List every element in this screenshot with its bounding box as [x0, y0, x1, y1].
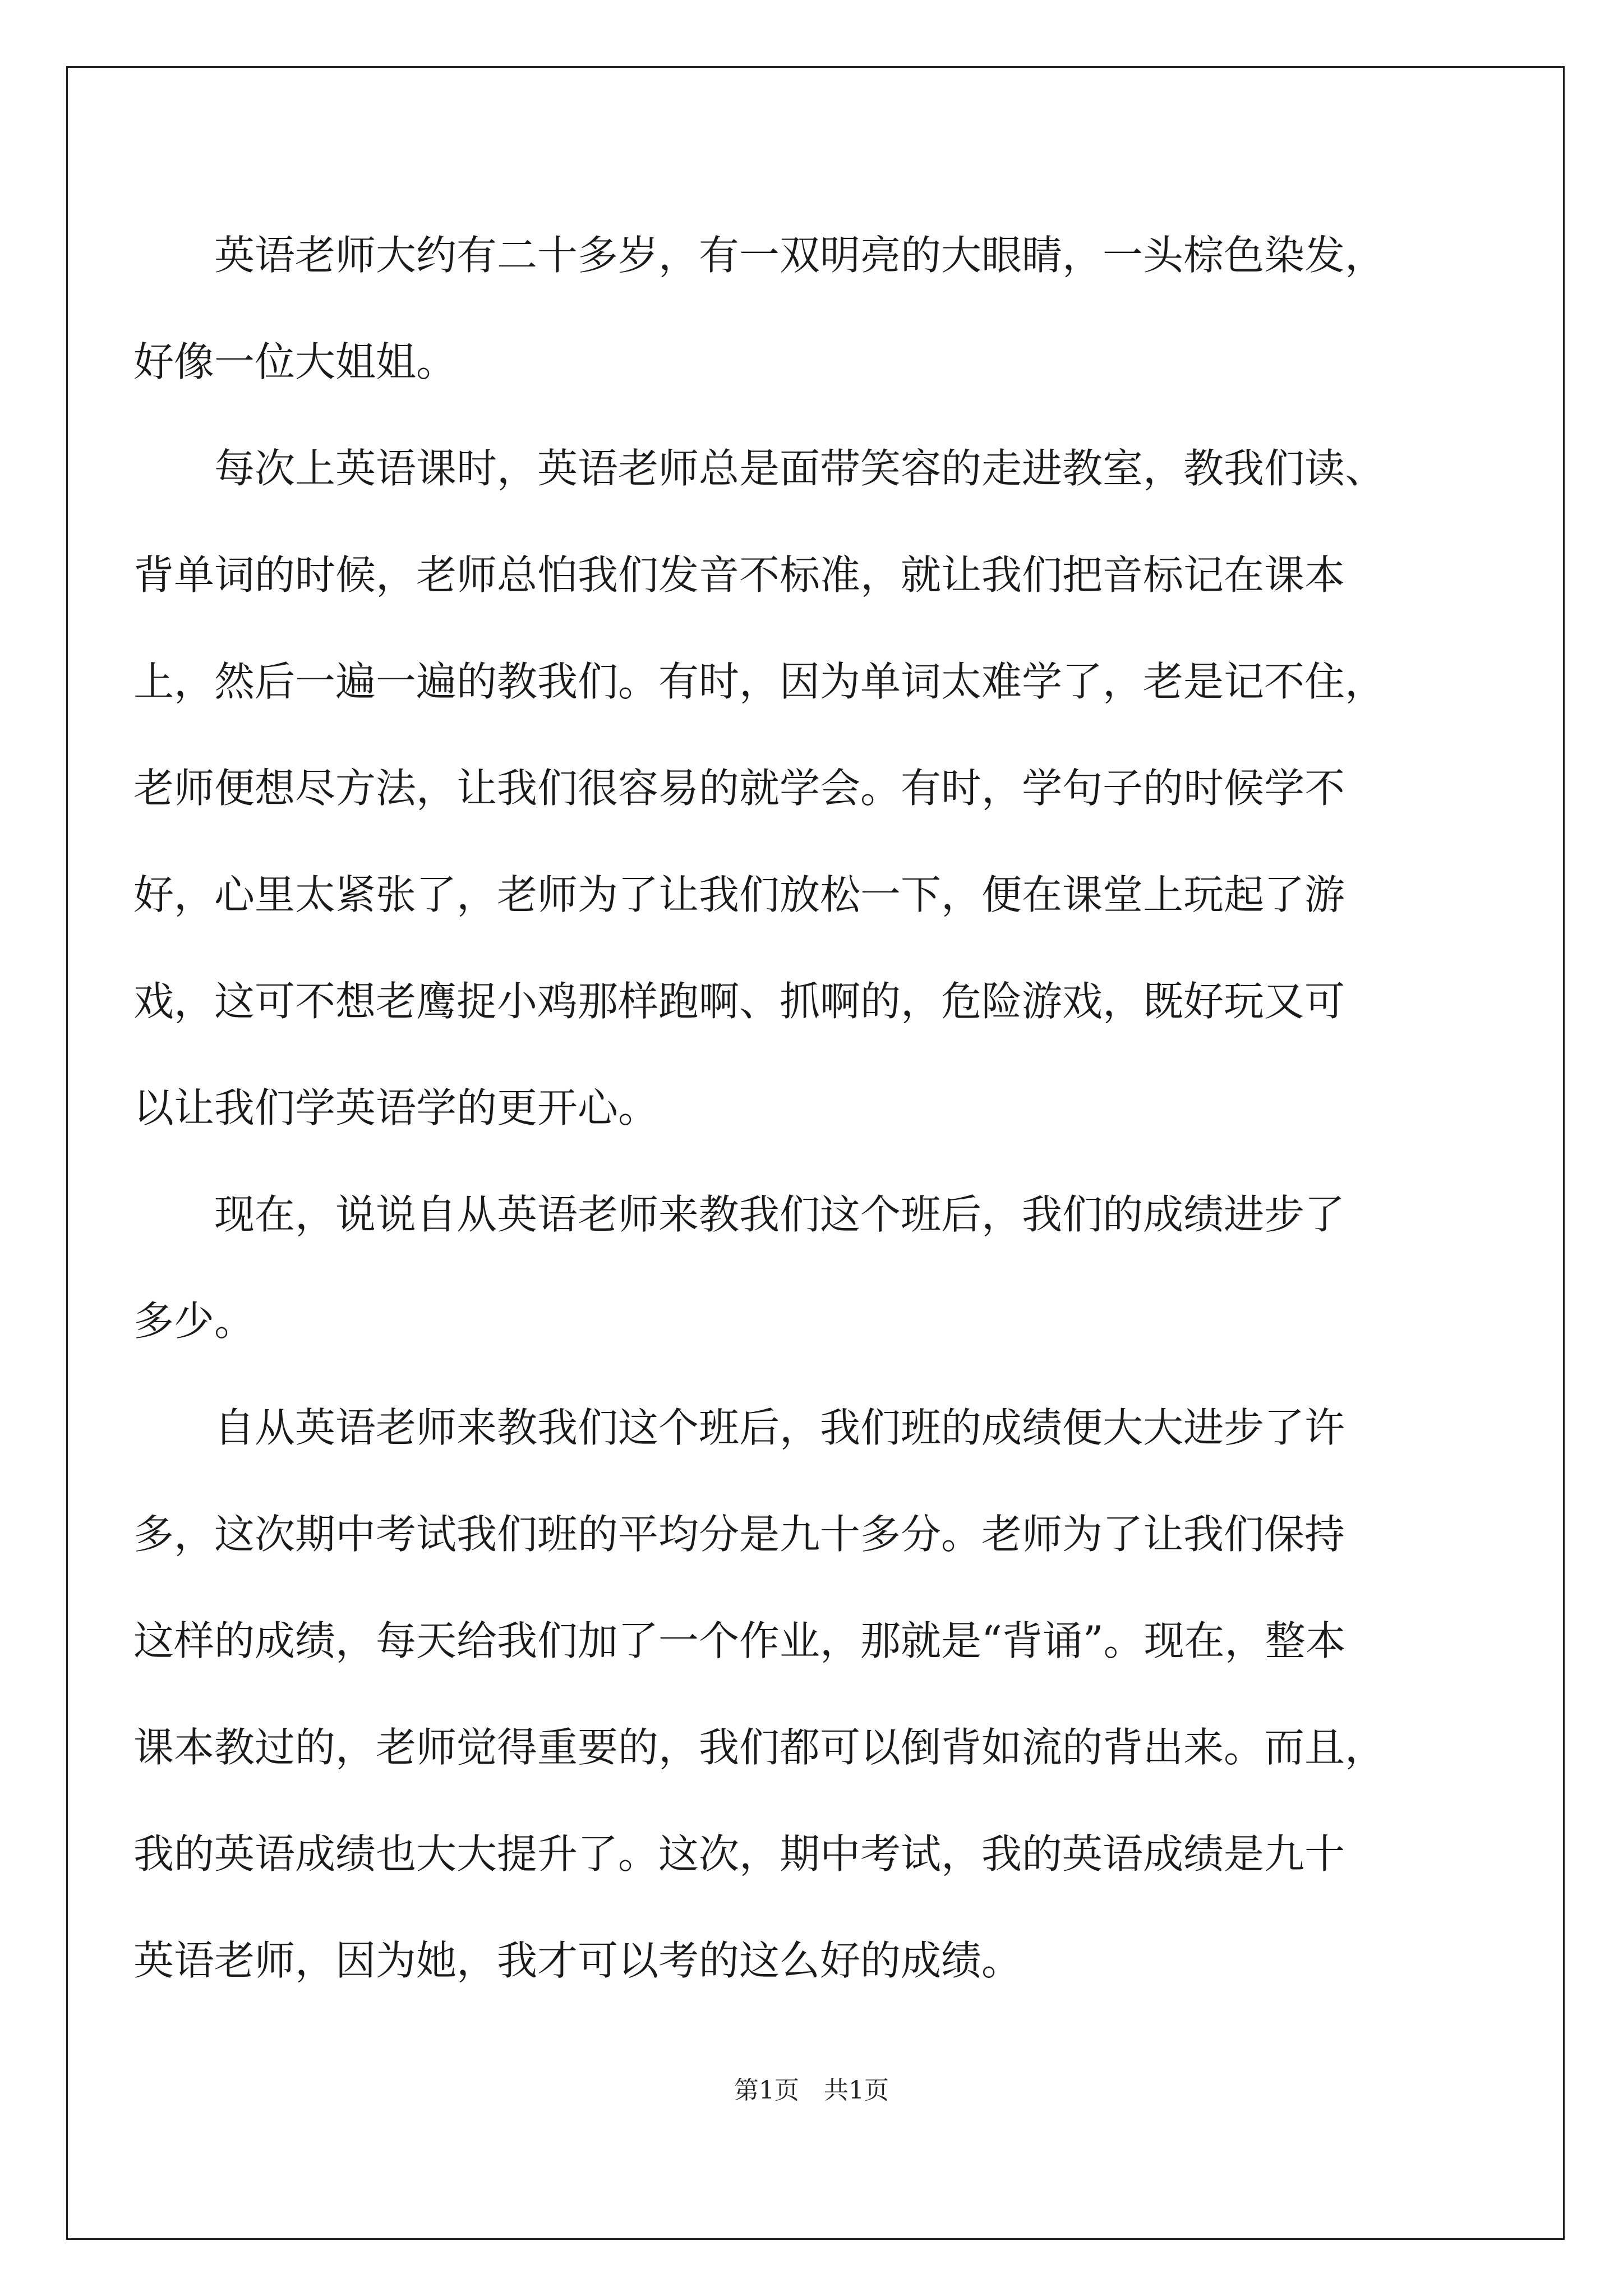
text-line: 上，然后一遍一遍的教我们。有时，因为单词太难学了，老是记不住，: [133, 658, 1386, 705]
text-line: 多少。: [133, 1297, 255, 1345]
text-line: 背单词的时候，老师总怕我们发音不标准，就让我们把音标记在课本: [133, 551, 1345, 599]
text-line: 每次上英语课时，英语老师总是面带笑容的走进教室，教我们读、: [133, 445, 1386, 492]
text-line: 现在，说说自从英语老师来教我们这个班后，我们的成绩进步了: [133, 1191, 1345, 1238]
text-line: 戏，这可不想老鹰捉小鸡那样跑啊、抓啊的，危险游戏，既好玩又可: [133, 978, 1345, 1025]
text-line: 英语老师大约有二十多岁，有一双明亮的大眼睛，一头棕色染发，: [133, 232, 1386, 279]
text-line: 课本教过的，老师觉得重要的，我们都可以倒背如流的背出来。而且，: [133, 1724, 1386, 1771]
text-line: 老师便想尽方法，让我们很容易的就学会。有时，学句子的时候学不: [133, 765, 1345, 812]
text-line: 我的英语成绩也大大提升了。这次，期中考试，我的英语成绩是九十: [133, 1830, 1345, 1878]
text-line: 自从英语老师来教我们这个班后，我们班的成绩便大大进步了许: [133, 1404, 1345, 1451]
text-line: 多，这次期中考试我们班的平均分是九十多分。老师为了让我们保持: [133, 1511, 1345, 1558]
text-line: 好，心里太紧张了，老师为了让我们放松一下，便在课堂上玩起了游: [133, 871, 1345, 918]
page-number: 第1页 共1页: [734, 2076, 889, 2105]
document-body: [133, 202, 1446, 2014]
text-line: 英语老师，因为她，我才可以考的这么好的成绩。: [133, 1937, 1022, 1984]
text-line: 好像一位大姐姐。: [133, 338, 457, 385]
text-line: 这样的成绩，每天给我们加了一个作业，那就是“背诵”。现在，整本: [133, 1617, 1346, 1664]
text-line: 以让我们学英语学的更开心。: [133, 1084, 659, 1131]
